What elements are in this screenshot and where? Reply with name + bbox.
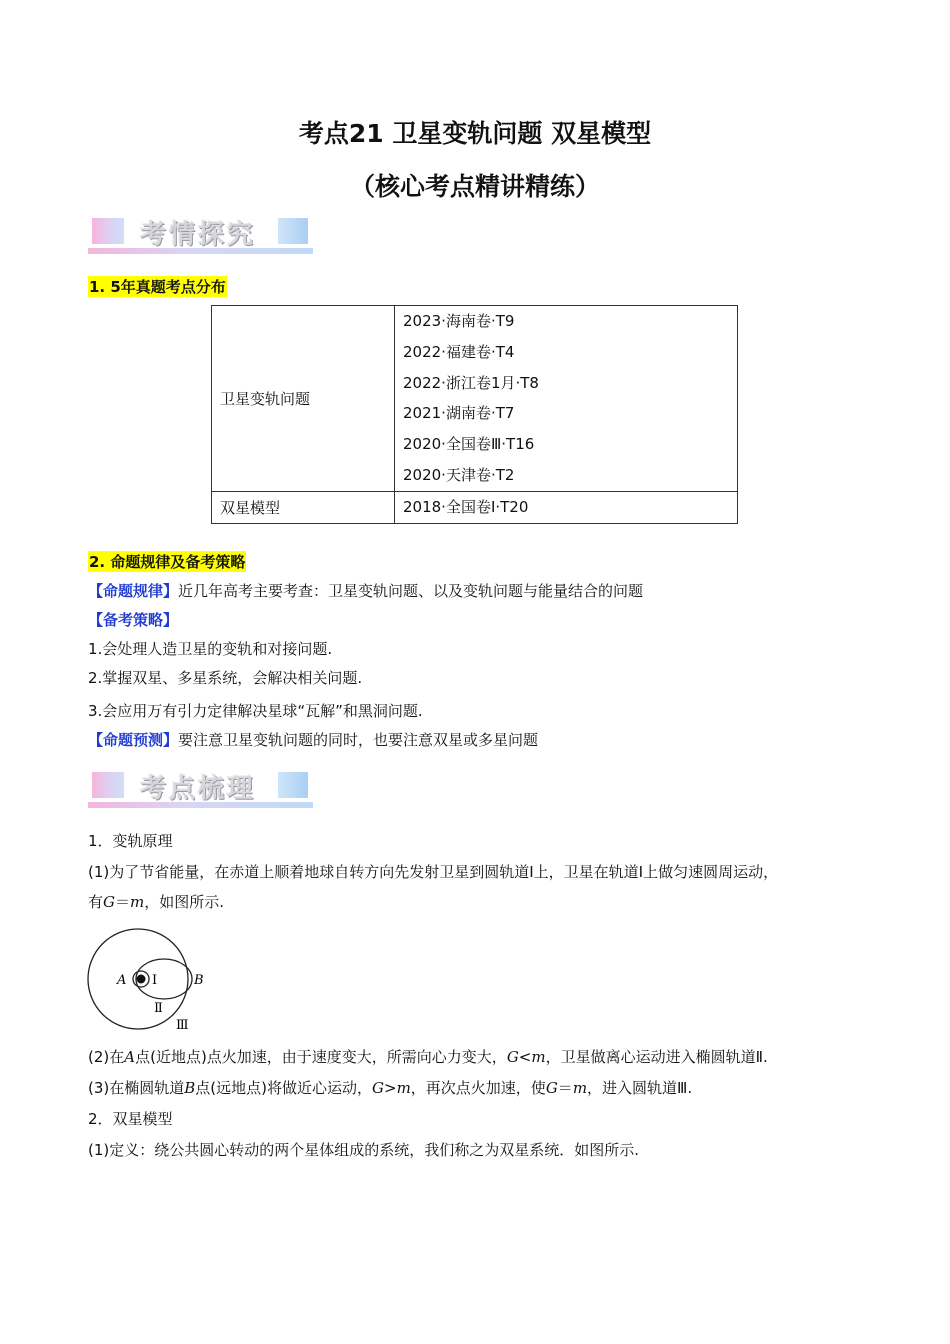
var-m: m	[396, 1079, 411, 1097]
table-cell-items	[395, 491, 738, 523]
banner-decoration	[278, 772, 308, 798]
exam-item: 2022·福建卷·T4	[403, 342, 515, 361]
text: ，如图所示.	[144, 893, 225, 911]
label-A: A	[117, 973, 127, 988]
var-B: B	[184, 1079, 196, 1097]
content-heading: 2．双星模型	[88, 1110, 173, 1128]
table-row	[212, 306, 738, 492]
content-paragraph: (1)定义：绕公共圆心转动的两个星体组成的系统，我们称之为双星系统．如图所示.	[88, 1141, 640, 1159]
forecast-label: 【命题预测】	[88, 731, 179, 749]
text: ，再次点火加速，使	[410, 1079, 546, 1097]
earth-dot	[137, 975, 146, 984]
text: ＝	[557, 1079, 573, 1097]
text: >	[383, 1079, 397, 1097]
text: ，卫星做离心运动进入椭圆轨道Ⅱ.	[545, 1048, 768, 1066]
table-cell-topic	[212, 491, 395, 523]
text: <	[518, 1048, 532, 1066]
var-G: G	[545, 1079, 558, 1097]
rule-text: 近几年高考主要考查：卫星变轨问题、以及变轨问题与能量结合的问题	[178, 582, 644, 600]
page-title: 考点21 卫星变轨问题 双星模型	[298, 119, 652, 148]
exam-distribution-table	[211, 305, 738, 524]
exam-item: 2022·浙江卷1月·T8	[403, 373, 539, 392]
exam-item: 2021·湖南卷·T7	[403, 404, 515, 423]
topic-label: 双星模型	[220, 498, 281, 517]
strategy-item: 2.掌握双星、多星系统，会解决相关问题.	[88, 669, 363, 687]
table-row	[212, 491, 738, 523]
text: ，进入圆轨道Ⅲ.	[587, 1079, 693, 1097]
banner-decoration	[92, 772, 124, 798]
text: (2)在	[88, 1048, 125, 1066]
orbit-diagram	[86, 926, 216, 1034]
content-paragraph	[88, 1047, 768, 1067]
forecast-paragraph	[88, 730, 538, 750]
var-m: m	[531, 1048, 546, 1066]
text: 点(近地点)点火加速，由于速度变大，所需向心力变大，	[135, 1048, 507, 1066]
text: ＝	[115, 893, 131, 911]
var-G: G	[506, 1048, 519, 1066]
var-G: G	[103, 893, 115, 911]
exam-item: 2018·全国卷Ⅰ·T20	[403, 497, 529, 516]
table-cell-items	[395, 306, 738, 492]
strategy-label: 【备考策略】	[88, 611, 179, 629]
label-B: B	[194, 973, 204, 988]
table-cell-topic	[212, 306, 395, 492]
page-subtitle: （核心考点精讲精练）	[349, 172, 600, 201]
var-m: m	[572, 1079, 588, 1097]
banner-decoration	[92, 218, 124, 244]
exam-item: 2023·海南卷·T9	[403, 312, 515, 330]
content-heading: 1．变轨原理	[88, 832, 173, 850]
rule-paragraph	[88, 581, 643, 601]
content-paragraph: (1)为了节省能量，在赤道上顺着地球自转方向先发射卫星到圆轨道Ⅰ上，卫星在轨道Ⅰ上做匀速圆周运动，	[88, 863, 779, 881]
strategy-item: 3.会应用万有引力定律解决星球“瓦解”和黑洞问题.	[88, 702, 423, 720]
section-banner-1	[88, 216, 313, 260]
rule-label: 【命题规律】	[88, 582, 179, 600]
banner-decoration	[278, 218, 308, 244]
text: 点(远地点)将做近心运动，	[195, 1079, 372, 1097]
strategy-item: 1.会处理人造卫星的变轨和对接问题.	[88, 640, 333, 658]
text: (3)在椭圆轨道	[88, 1079, 185, 1097]
exam-item: 2020·天津卷·T2	[403, 465, 515, 484]
label-I: Ⅰ	[152, 973, 158, 988]
var-m: m	[130, 893, 145, 911]
exam-item: 2020·全国卷Ⅲ·T16	[403, 435, 535, 454]
text: 有	[88, 893, 104, 911]
label-III: Ⅲ	[176, 1018, 189, 1033]
label-II: Ⅱ	[154, 1001, 163, 1016]
var-G: G	[372, 1079, 384, 1097]
content-paragraph	[88, 1078, 692, 1098]
content-paragraph	[88, 892, 224, 912]
var-A: A	[124, 1048, 136, 1066]
forecast-text: 要注意卫星变轨问题的同时，也要注意双星或多星问题	[178, 731, 539, 749]
section-heading: 1. 5年真题考点分布	[89, 278, 226, 296]
section-heading: 2. 命题规律及备考策略	[89, 553, 246, 571]
topic-label: 卫星变轨问题	[220, 389, 311, 408]
banner-title: 考情探究	[140, 220, 257, 250]
banner-title: 考点梳理	[140, 774, 257, 804]
section-banner-2	[88, 770, 313, 814]
